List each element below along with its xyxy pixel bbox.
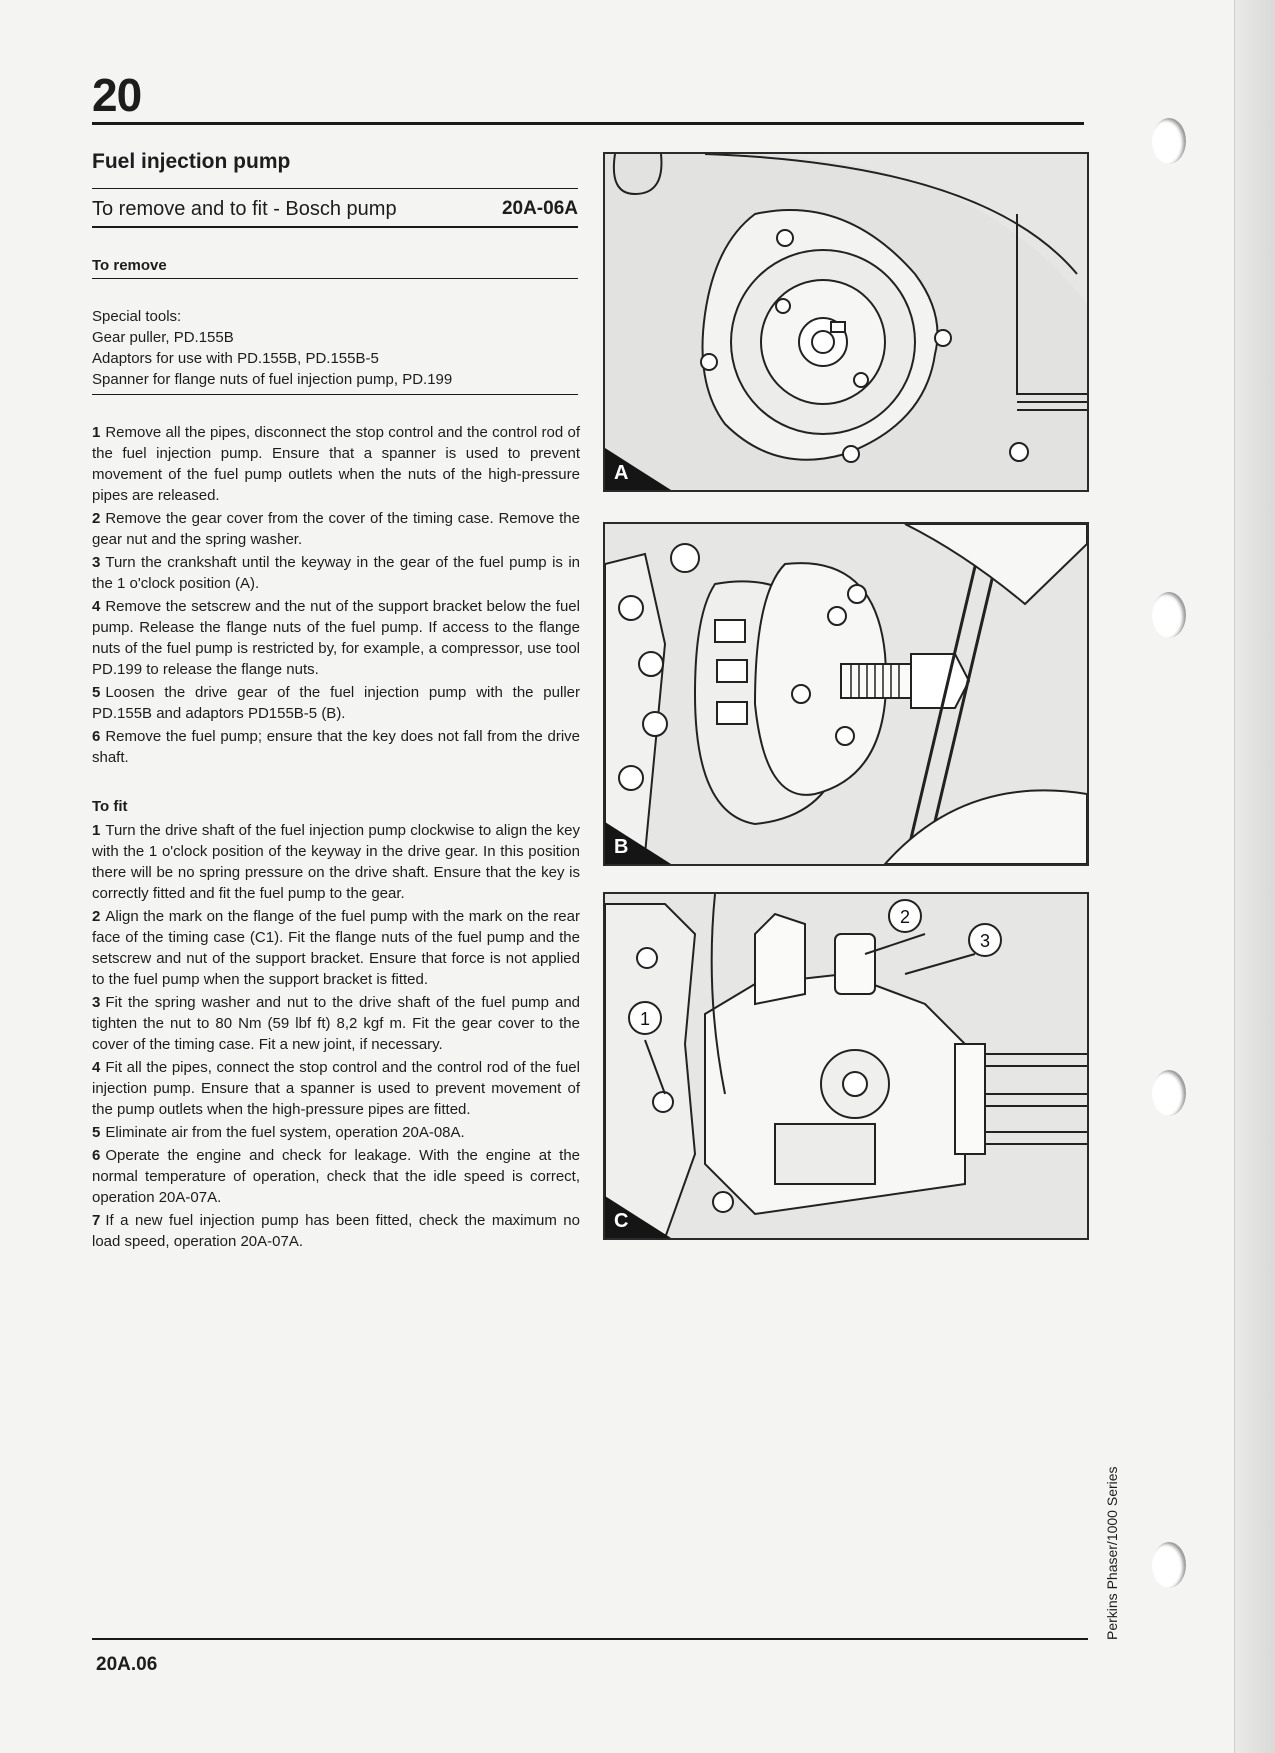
- special-tools-heading: Special tools:: [92, 308, 182, 325]
- callout-3: 3: [979, 931, 991, 951]
- binder-hole: [1152, 118, 1186, 164]
- remove-step: 6 Remove the fuel pump; ensure that the key does not fall from the drive shaft.: [92, 728, 580, 766]
- page-code: 20A.06: [96, 1654, 158, 1675]
- fit-step: 7 If a new fuel injection pump has been fitted, check the maximum no load speed, operation 20A-07A.: [92, 1212, 580, 1250]
- fit-step: 5 Eliminate air from the fuel system, operation 20A-08A.: [92, 1124, 465, 1141]
- special-tool-item: Spanner for flange nuts of fuel injection pump, PD.199: [92, 371, 453, 388]
- binder-hole: [1152, 1070, 1186, 1116]
- to-fit-heading: To fit: [92, 798, 128, 815]
- fit-step: 2 Align the mark on the flange of the fuel pump with the mark on the rear face of the timing case (C1). Fit the flange nuts of the fuel pump and the setscrew and nut of the support bracket. Ensure that force is not applied to the fuel pump when the support bracket is fitted.: [92, 908, 580, 988]
- binder-hole: [1152, 1542, 1186, 1588]
- figure-a-label: A: [614, 462, 629, 484]
- header-rule: [92, 122, 1084, 125]
- section-title: Fuel injection pump: [92, 150, 291, 173]
- page-edge: [1234, 0, 1275, 1753]
- callout-2: 2: [899, 907, 911, 927]
- remove-step: 1 Remove all the pipes, disconnect the stop control and the control rod of the fuel injection pump. Ensure that a spanner is used to prevent movement of the fuel pump outlets when the nuts of the high-pressure pipes are released.: [92, 424, 580, 504]
- special-tools-list: [92, 306, 578, 390]
- callout-1: 1: [639, 1009, 651, 1029]
- remove-step: 4 Remove the setscrew and the nut of the support bracket below the fuel pump. Release the flange nuts of the fuel pump. If access to the flange nuts of the fuel pump is restricted by, for example, a compressor, use tool PD.199 to release the flange nuts.: [92, 598, 580, 678]
- remove-step: 3 Turn the crankshaft until the keyway in the gear of the fuel pump is in the 1 o'clock position (A).: [92, 554, 580, 592]
- figure-b: [603, 522, 1089, 866]
- operation-title: To remove and to fit - Bosch pump: [92, 198, 397, 220]
- operation-code: 20A-06A: [501, 198, 578, 219]
- fit-step: 4 Fit all the pipes, connect the stop control and the control rod of the fuel injection pump. Ensure that a spanner is used to prevent movement of the pump outlets when the high-pressure pipes are fitted.: [92, 1059, 580, 1118]
- section-number: 20: [92, 69, 142, 121]
- figure-a-drawing: [605, 154, 1087, 490]
- figure-c-label: C: [614, 1210, 629, 1232]
- series-title: Perkins Phaser/1000 Series: [1104, 1466, 1120, 1640]
- special-tool-item: Gear puller, PD.155B: [92, 329, 234, 346]
- special-tool-item: Adaptors for use with PD.155B, PD.155B-5: [92, 350, 379, 367]
- operation-rule: [92, 226, 578, 228]
- remove-step: 5 Loosen the drive gear of the fuel injection pump with the puller PD.155B and adaptors PD155B-5 (B).: [92, 684, 580, 722]
- fit-step: 6 Operate the engine and check for leakage. With the engine at the normal temperature of operation, check that the idle speed is correct, operation 20A-07A.: [92, 1147, 580, 1206]
- figure-a: [603, 152, 1089, 492]
- remove-steps: [92, 422, 580, 770]
- fit-step: 3 Fit the spring washer and nut to the drive shaft of the fuel pump and tighten the nut to 80 Nm (59 lbf ft) 8,2 kgf m. Fit the gear cover to the cover of the timing case. Fit a new joint, if necessary.: [92, 994, 580, 1053]
- subhead-rule: [92, 278, 578, 279]
- to-remove-heading: To remove: [92, 257, 167, 274]
- figure-b-label: B: [614, 836, 629, 858]
- remove-step: 2 Remove the gear cover from the cover of the timing case. Remove the gear nut and the spring washer.: [92, 510, 580, 548]
- fit-step: 1 Turn the drive shaft of the fuel injection pump clockwise to align the key with the 1 o'clock position of the keyway in the drive gear. In this position there will be no spring pressure on the drive shaft. Ensure that the key is correctly fitted and fit the fuel pump to the gear.: [92, 822, 580, 902]
- figure-b-drawing: [605, 524, 1087, 864]
- figure-c-drawing: [605, 894, 1087, 1238]
- tools-rule: [92, 394, 578, 395]
- fit-steps: [92, 820, 580, 1254]
- title-rule: [92, 188, 578, 189]
- footer-rule: [92, 1638, 1088, 1640]
- figure-c: [603, 892, 1089, 1240]
- binder-hole: [1152, 592, 1186, 638]
